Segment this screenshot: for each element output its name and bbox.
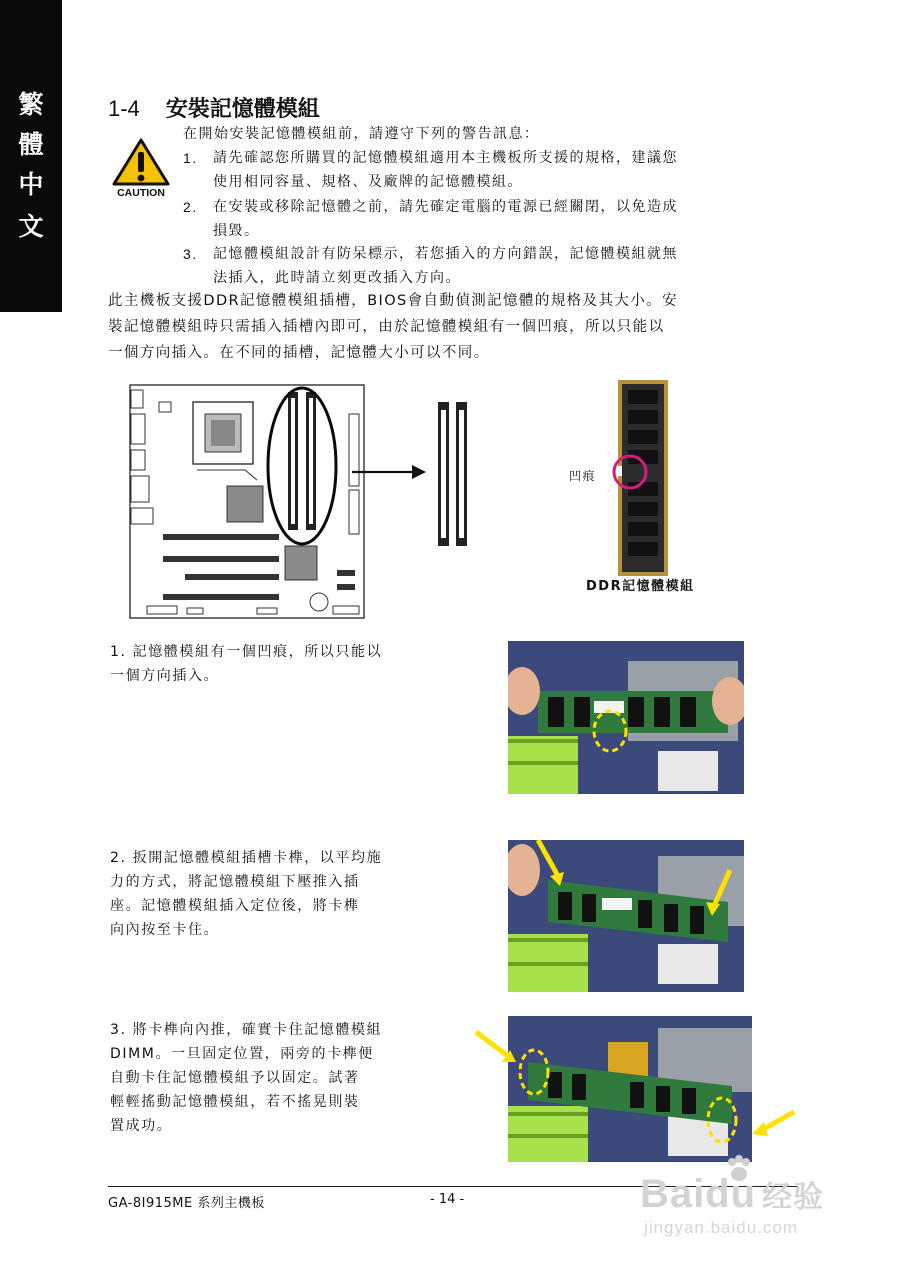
notch-label: 凹痕 — [569, 469, 597, 483]
watermark — [640, 1160, 860, 1250]
step-3-photo — [508, 1016, 752, 1162]
step-line: 自動卡住記憶體模組予以固定。試著 — [110, 1070, 360, 1086]
warning-item-number: 3. — [183, 246, 198, 262]
warning-item-line: 法插入，此時請立刻更改插入方向。 — [213, 270, 461, 286]
arrow-indicator-icon — [474, 1028, 520, 1068]
step-2-text — [110, 846, 382, 942]
paragraph-line: 一個方向插入。在不同的插槽，記憶體大小可以不同。 — [108, 345, 490, 361]
step-line: 置成功。 — [110, 1118, 173, 1134]
footer-product: GA-8I915ME 系列主機板 — [108, 1196, 265, 1211]
step-line: 一個方向插入。 — [110, 668, 220, 684]
language-side-tab — [0, 0, 62, 312]
step-line: 輕輕搖動記憶體模組，若不搖晃則裝 — [110, 1094, 360, 1110]
watermark-brand: Bai — [640, 1172, 706, 1216]
side-tab-char: 文 — [18, 212, 44, 241]
dimm-slots-detail — [436, 402, 472, 548]
step-1-text — [110, 640, 382, 688]
paragraph-line: 此主機板支援DDR記憶體模組插槽，BIOS會自動偵測記憶體的規格及其大小。安 — [108, 293, 678, 309]
paragraph-line: 裝記憶體模組時只需插入插槽內即可，由於記憶體模組有一個凹痕，所以只能以 — [108, 319, 665, 335]
warning-item-1 — [183, 146, 803, 194]
section-title: 安裝記憶體模組 — [165, 97, 320, 122]
arrow-indicator-icon — [748, 1108, 798, 1140]
caution-label: CAUTION — [117, 187, 165, 199]
step-line: 座。記憶體模組插入定位後，將卡榫 — [110, 898, 360, 914]
step-2-photo — [508, 840, 744, 992]
step-line: 力的方式，將記憶體模組下壓推入插 — [110, 874, 360, 890]
step-line: 向內按至卡住。 — [110, 922, 220, 938]
ddr-module-caption: DDR記憶體模組 — [586, 579, 695, 594]
warning-item-line: 使用相同容量、規格、及廠牌的記憶體模組。 — [213, 174, 523, 190]
arrow-right-icon — [352, 462, 428, 482]
side-tab-char: 體 — [18, 130, 44, 159]
intro-paragraph — [108, 288, 798, 366]
side-tab-char: 繁 — [18, 90, 44, 119]
warning-item-line: 記憶體模組設計有防呆標示，若您插入的方向錯誤，記憶體模組就無 — [213, 246, 678, 262]
caution-icon — [112, 138, 170, 200]
warning-item-number: 2. — [183, 199, 198, 215]
warning-item-line: 在安裝或移除記憶體之前，請先確定電腦的電源已經關閉，以免造成 — [213, 199, 678, 215]
step-3-text — [110, 1018, 382, 1138]
watermark-brand-cn: 经验 — [762, 1181, 825, 1214]
step-line: 1. 記憶體模組有一個凹痕，所以只能以 — [110, 644, 383, 660]
watermark-brand-suffix: du — [705, 1172, 757, 1216]
step-line: 2. 扳開記憶體模組插槽卡榫，以平均施 — [110, 850, 383, 866]
ddr-module-illustration — [612, 378, 674, 578]
warning-item-2 — [183, 195, 803, 243]
warning-intro: 在開始安裝記憶體模組前，請遵守下列的警告訊息： — [183, 126, 540, 142]
warning-item-number: 1. — [183, 150, 198, 166]
section-number: 1-4 — [108, 96, 140, 121]
side-tab-char: 中 — [18, 170, 44, 199]
warning-item-line: 請先確認您所購買的記憶體模組適用本主機板所支援的規格，建議您 — [213, 150, 678, 166]
step-line: 3. 將卡榫向內推，確實卡住記憶體模組 — [110, 1022, 383, 1038]
motherboard-diagram — [125, 380, 425, 625]
watermark-url: jingyan.baidu.com — [644, 1218, 799, 1237]
page-number: - 14 - — [430, 1192, 465, 1207]
warning-item-line: 損毀。 — [213, 223, 260, 239]
step-1-photo — [508, 641, 744, 794]
warning-item-3 — [183, 242, 803, 290]
step-line: DIMM。一旦固定位置，兩旁的卡榫便 — [110, 1046, 374, 1062]
section-heading — [108, 92, 320, 123]
